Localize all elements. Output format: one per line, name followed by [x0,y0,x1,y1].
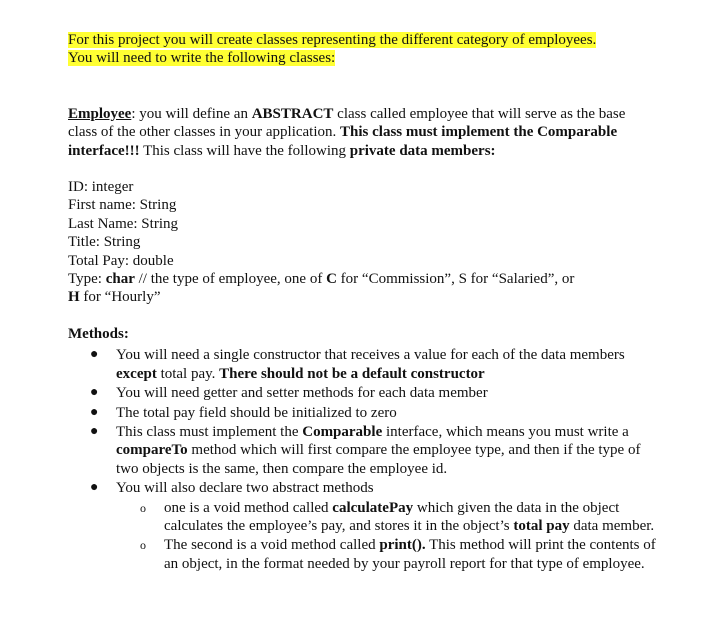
b1-text-1: You will need a single constructor that receives a value for each of the data members [116,347,625,364]
list-item [68,423,658,478]
member-title: Title: String [68,234,141,251]
list-item [68,346,658,383]
list-item [68,479,658,573]
bullet-icon: ● [90,480,99,496]
document-body [68,31,658,574]
type-text-1: // the type of employee, one of [134,271,327,288]
b4-text-3: method which will first compare the employee type, and then if the type of two objects is the same, then compare the employee id. [116,442,641,477]
private-members-label: private data members: [349,142,496,159]
s2-text-1: The second is a void method called [164,537,380,554]
no-default-constructor: There should not be a default constructor [219,365,485,382]
type-label: Type: [68,271,106,288]
abstract-keyword: ABSTRACT [251,105,334,122]
type-text-2: for “Commission”, S for “Salaried”, or [336,271,575,288]
comparable-requirement: This class must implement the Comparable interface!!! [68,124,618,159]
type-char: char [105,271,135,288]
s1-text-3: data member. [569,517,655,534]
employee-text-2: class called employee that will serve as the base class of the other classes in your application. [68,105,626,141]
intro-line-2: You will need to write the following classes: [68,50,336,67]
compareto-keyword: compareTo [116,442,188,459]
type-c: C [326,271,337,288]
list-item [68,404,658,422]
employee-text-3: This class will have the following [139,142,350,159]
member-id: ID: integer [68,179,134,196]
member-total-pay: Total Pay: double [68,252,174,269]
employee-paragraph [68,105,658,160]
employee-heading: Employee [68,105,132,122]
member-first-name: First name: String [68,197,177,214]
b1-text-2: total pay. [156,365,220,382]
type-text-3: for “Hourly” [79,289,161,306]
member-type [68,270,658,307]
type-h: H [68,289,80,306]
print-keyword: print(). [379,537,426,554]
bullet-icon: ● [90,423,99,439]
bullet-icon: ● [90,385,99,401]
b3-text: The total pay field should be initialized to zero [116,404,397,421]
list-item [116,499,658,536]
s2-text-2: This method will print the contents of an object, in the format needed by your payroll report for that type of employee. [164,537,656,572]
s1-text-1: one is a void method called [164,499,333,516]
intro-paragraph [68,31,658,68]
list-item [116,536,658,573]
circle-bullet-icon: o [140,538,146,553]
member-last-name: Last Name: String [68,215,178,232]
total-pay-keyword: total pay [513,517,570,534]
b5-text: You will also declare two abstract methods [116,480,374,497]
data-members-list [68,178,658,307]
s1-text-2: which given the data in the object calculates the employee’s pay, and stores it in the object’s [164,499,620,534]
abstract-methods-list [116,499,658,574]
b4-text-2: interface, which means you must write a [382,423,629,440]
employee-text-1: : you will define an [131,105,252,122]
intro-line-1: For this project you will create classes representing the different category of employees. [68,32,597,48]
b2-text: You will need getter and setter methods for each data member [116,385,488,402]
except-keyword: except [116,365,157,382]
circle-bullet-icon: o [140,500,146,515]
calculatepay-keyword: calculatePay [332,499,414,516]
bullet-icon: ● [90,347,99,363]
methods-heading: Methods: [68,325,129,342]
bullet-icon: ● [90,404,99,420]
comparable-keyword: Comparable [302,423,383,440]
b4-text-1: This class must implement the [116,423,303,440]
list-item [68,384,658,402]
methods-list [68,346,658,573]
